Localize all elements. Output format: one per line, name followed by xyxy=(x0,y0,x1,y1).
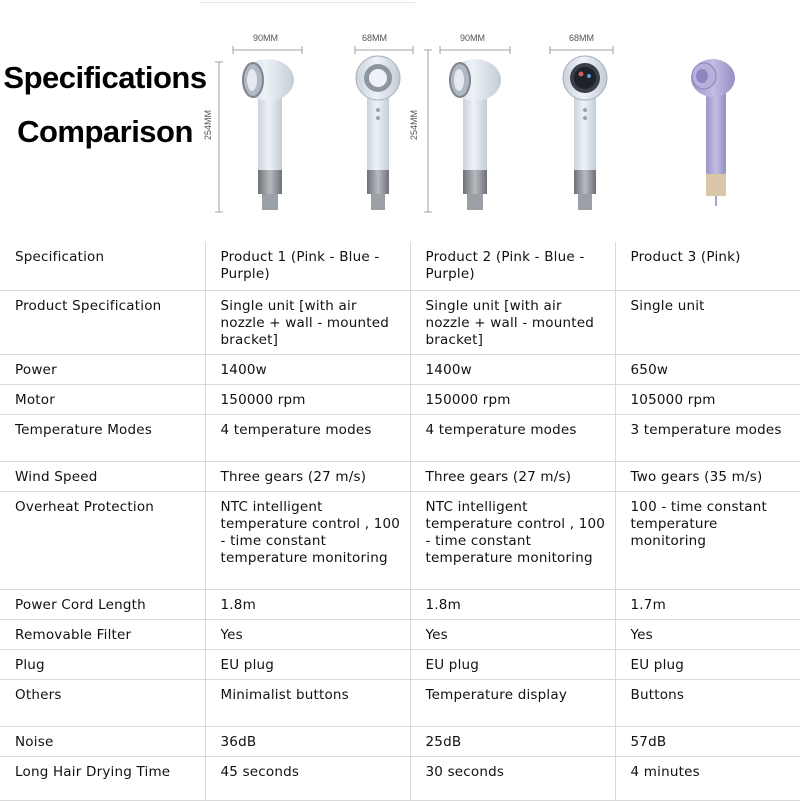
table-cell: 4 temperature modes xyxy=(205,414,410,461)
dimension-label: 90MM xyxy=(460,33,486,43)
header-section xyxy=(0,0,800,242)
table-cell: 1.8m xyxy=(205,589,410,619)
dimension-label: 90MM xyxy=(253,33,279,43)
table-cell: 30 seconds xyxy=(410,756,615,800)
table-row xyxy=(0,290,800,354)
dryer-4-image xyxy=(563,56,607,210)
table-row xyxy=(0,589,800,619)
header-cell: Specification xyxy=(0,242,205,290)
table-cell: Temperature display xyxy=(410,679,615,726)
page-title-line2: Comparison xyxy=(17,114,193,149)
table-cell: 100 - time constant temperature monitoring xyxy=(615,491,800,589)
table-cell: Three gears (27 m/s) xyxy=(410,461,615,491)
header-cell: Product 3 (Pink) xyxy=(615,242,800,290)
header-cell: Product 2 (Pink - Blue - Purple) xyxy=(410,242,615,290)
row-label: Noise xyxy=(0,726,205,756)
row-label: Temperature Modes xyxy=(0,414,205,461)
dryer-3-image xyxy=(449,59,501,210)
row-label: Long Hair Drying Time xyxy=(0,756,205,800)
header-cell: Product 1 (Pink - Blue - Purple) xyxy=(205,242,410,290)
spec-comparison-table xyxy=(0,242,800,801)
table-cell: Single unit [with air nozzle + wall - mounted bracket] xyxy=(205,290,410,354)
table-row xyxy=(0,726,800,756)
page-title-line1: Specifications xyxy=(3,60,207,95)
table-cell: 150000 rpm xyxy=(205,384,410,414)
table-row xyxy=(0,414,800,461)
table-cell: NTC intelligent temperature control , 100 - time constant temperature monitoring xyxy=(205,491,410,589)
table-cell: 1400w xyxy=(410,354,615,384)
table-row xyxy=(0,461,800,491)
table-row xyxy=(0,649,800,679)
dimension-label: 254MM xyxy=(409,109,420,141)
table-cell: Yes xyxy=(205,619,410,649)
table-cell: 57dB xyxy=(615,726,800,756)
table-row xyxy=(0,384,800,414)
table-cell: Single unit xyxy=(615,290,800,354)
product-images xyxy=(0,0,800,242)
row-label: Power xyxy=(0,354,205,384)
table-row xyxy=(0,679,800,726)
dimension-label: 254MM xyxy=(203,109,214,141)
row-label: Overheat Protection xyxy=(0,491,205,589)
table-row xyxy=(0,756,800,800)
row-label: Product Specification xyxy=(0,290,205,354)
table-row xyxy=(0,354,800,384)
table-cell: 650w xyxy=(615,354,800,384)
table-cell: 1400w xyxy=(205,354,410,384)
table-cell: Buttons xyxy=(615,679,800,726)
table-cell: Three gears (27 m/s) xyxy=(205,461,410,491)
table-header-row xyxy=(0,242,800,290)
table-cell: 150000 rpm xyxy=(410,384,615,414)
table-cell: EU plug xyxy=(410,649,615,679)
table-cell: 3 temperature modes xyxy=(615,414,800,461)
dimension-label: 68MM xyxy=(569,33,595,43)
table-cell: 36dB xyxy=(205,726,410,756)
table-cell: Yes xyxy=(615,619,800,649)
table-cell: 4 minutes xyxy=(615,756,800,800)
row-label: Others xyxy=(0,679,205,726)
dryer-2-image xyxy=(356,56,400,210)
row-label: Power Cord Length xyxy=(0,589,205,619)
row-label: Wind Speed xyxy=(0,461,205,491)
row-label: Removable Filter xyxy=(0,619,205,649)
table-cell: 105000 rpm xyxy=(615,384,800,414)
dimension-label: 68MM xyxy=(362,33,388,43)
table-row xyxy=(0,491,800,589)
table-cell: 4 temperature modes xyxy=(410,414,615,461)
dryer-5-image xyxy=(691,59,735,206)
table-cell: 1.8m xyxy=(410,589,615,619)
table-cell: Two gears (35 m/s) xyxy=(615,461,800,491)
table-cell: 1.7m xyxy=(615,589,800,619)
table-cell: 25dB xyxy=(410,726,615,756)
table-cell: 45 seconds xyxy=(205,756,410,800)
row-label: Plug xyxy=(0,649,205,679)
table-cell: Minimalist buttons xyxy=(205,679,410,726)
dryer-1-image xyxy=(242,59,294,210)
table-cell: Single unit [with air nozzle + wall - mounted bracket] xyxy=(410,290,615,354)
table-cell: NTC intelligent temperature control , 100 - time constant temperature monitoring xyxy=(410,491,615,589)
table-cell: EU plug xyxy=(205,649,410,679)
row-label: Motor xyxy=(0,384,205,414)
table-cell: EU plug xyxy=(615,649,800,679)
table-row xyxy=(0,619,800,649)
table-cell: Yes xyxy=(410,619,615,649)
